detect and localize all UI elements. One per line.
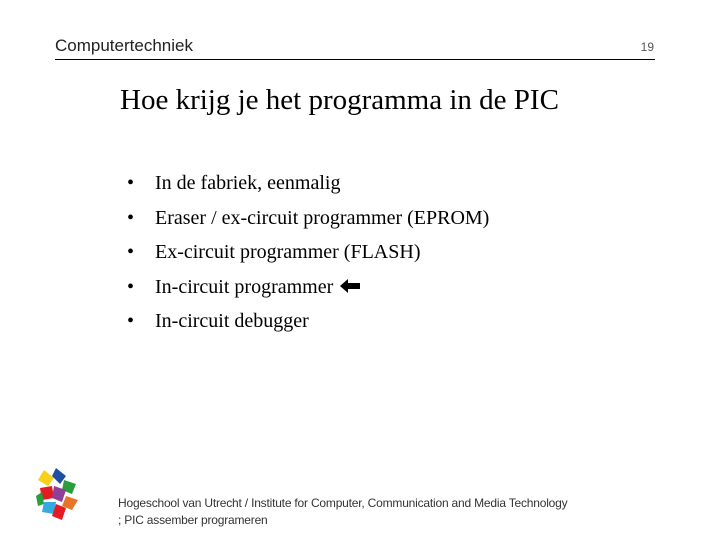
bullet-item — [127, 166, 489, 201]
bullet-list — [127, 166, 489, 339]
page-number: 19 — [640, 40, 654, 54]
footer-line-1: Hogeschool van Utrecht / Institute for Computer, Communication and Media Technology — [118, 496, 568, 510]
bullet-item — [127, 235, 489, 270]
bullet-text: Ex-circuit programmer (FLASH) — [155, 241, 421, 263]
arrow-left-icon — [339, 270, 361, 305]
bullet-item — [127, 201, 489, 236]
bullet-marker: • — [127, 241, 135, 263]
bullet-text: In de fabriek, eenmalig — [155, 172, 341, 194]
footer — [118, 495, 567, 529]
header-rule — [55, 59, 655, 60]
bullet-item — [127, 270, 489, 305]
bullet-text: In-circuit debugger — [155, 310, 309, 332]
bullet-text: Eraser / ex-circuit programmer (EPROM) — [155, 206, 490, 229]
bullet-marker: • — [127, 275, 135, 298]
hu-logo-icon — [34, 466, 80, 522]
bullet-marker: • — [127, 310, 135, 332]
header-title: Computertechniek — [55, 36, 193, 55]
bullet-text: In-circuit programmer — [155, 275, 334, 298]
footer-line-2: ; PIC assember programeren — [118, 513, 268, 527]
slide-title: Hoe krijg je het programma in de PIC — [120, 84, 559, 116]
bullet-marker: • — [127, 206, 135, 229]
bullet-marker: • — [127, 172, 135, 194]
bullet-item — [127, 304, 489, 339]
